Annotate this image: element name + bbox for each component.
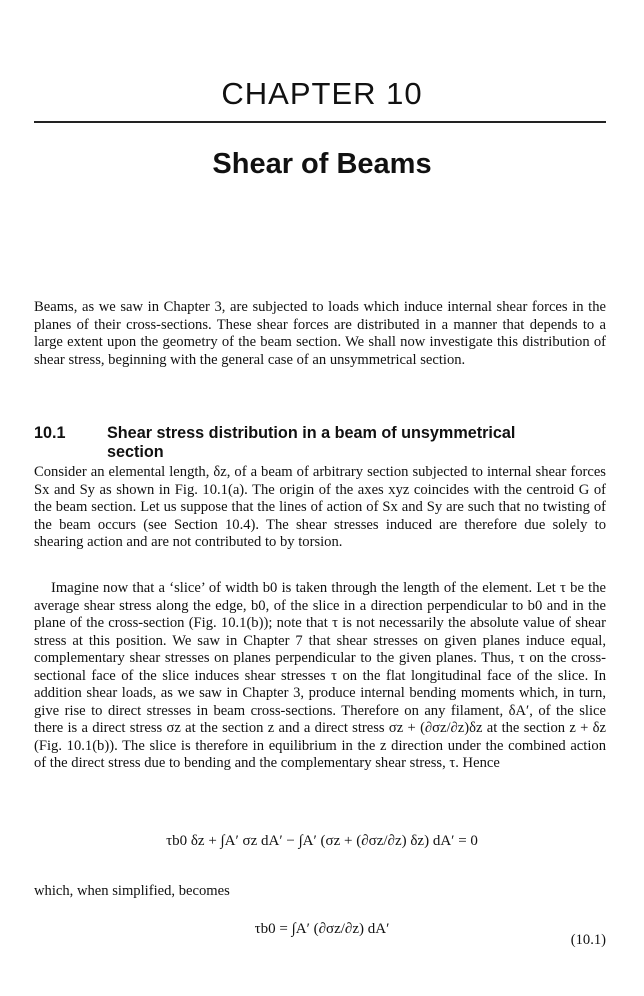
chapter-rule	[34, 121, 606, 123]
body-paragraph: Consider an elemental length, δz, of a beam of arbitrary section subjected to internal shear forces Sx and Sy as shown in Fig. 10.1(a). The origin of the axes xyz coincides with the centroid G of the beam section. Let us suppose that the lines of action of Sx and Sy are such that no twisting of the beam occurs (see Section 10.4). The shear stresses induced are therefore due solely to shearing action and are not contributed to by torsion.	[34, 464, 606, 550]
equation	[0, 833, 644, 850]
intro-paragraph: Beams, as we saw in Chapter 3, are subjected to loads which induce internal shear forces in the planes of their cross-sections. These shear forces are distributed in a manner that depends to a large extent upon the geometry of the beam section. We shall now investigate this distribution of shear stress, beginning with the general case of an unsymmetrical section.	[34, 299, 606, 368]
section-title: Shear stress distribution in a beam of unsymmetrical section	[107, 424, 516, 461]
body-text: which, when simplified, becomes	[34, 883, 230, 899]
body-paragraph: Imagine now that a ‘slice’ of width b0 is taken through the length of the element. Let τ be the average shear stress along the edge, b0, of the slice in a direction perpendicular to b0 and in the plane of the cross-section (Fig. 10.1(b)); note that τ is not necessarily the absolute value of shear stress at this position. We saw in Chapter 7 that shear stresses on given planes induce equal, complementary shear stresses on planes perpendicular to the given planes. Thus, τ on the cross-sectional face of the slice induces shear stresses τ on the flat longitudinal face of the slice. In addition shear loads, as we saw in Chapter 3, produce internal bending moments which, in turn, give rise to direct stresses in beam cross-sections. Therefore on any filament, δA′, of the slice there is a direct stress σz at the section z and a direct stress σz + (∂σz/∂z)δz at the section z + δz (Fig. 10.1(b)). The slice is therefore in equilibrium in the z direction under the combined action of the direct stress due to bending and the complementary shear stress, τ. Hence	[34, 580, 606, 771]
section-number: 10.1	[34, 424, 66, 442]
equation-text: τb0 = ∫A′ (∂σz/∂z) dA′	[254, 921, 390, 937]
equation-text: τb0 δz + ∫A′ σz dA′ − ∫A′ (σz + (∂σz/∂z) δz) dA′ = 0	[166, 833, 478, 849]
equation	[0, 921, 644, 938]
chapter-title: Shear of Beams	[212, 148, 432, 180]
chapter-label: CHAPTER 10	[221, 76, 423, 111]
equation-number: (10.1)	[570, 932, 606, 948]
